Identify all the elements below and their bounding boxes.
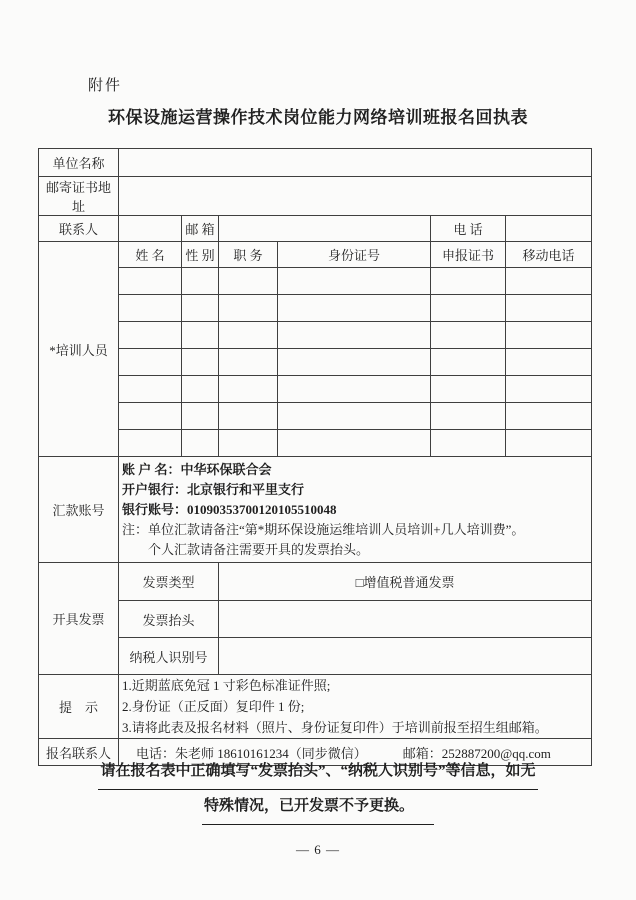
trainee-cell — [278, 376, 431, 403]
page-number: — 6 — — [296, 842, 340, 857]
trainee-cell — [431, 376, 506, 403]
trainee-cell — [219, 349, 278, 376]
registration-form-table — [38, 148, 592, 766]
trainee-header-row — [39, 242, 592, 268]
col-mobile: 移动电话 — [506, 242, 592, 268]
invoice-type-row — [39, 563, 592, 601]
trainee-cell — [182, 376, 219, 403]
trainee-cell — [119, 376, 182, 403]
trainee-cell — [278, 349, 431, 376]
trainee-cell — [506, 295, 592, 322]
trainee-cell — [506, 349, 592, 376]
tip-item-3: 3.请将此表及报名材料（照片、身份证复印件）于培训前报至招生组邮箱。 — [122, 720, 548, 735]
tip-item-2: 2.身份证（正反面）复印件 1 份; — [122, 699, 305, 714]
trainee-cell — [182, 322, 219, 349]
remittance-account-no: 银行账号：01090353700120105510048 — [122, 501, 337, 517]
trainee-cell — [431, 403, 506, 430]
trainee-empty-row — [39, 295, 592, 322]
trainee-cell — [506, 403, 592, 430]
trainee-cell — [506, 430, 592, 457]
trainees-label: *培训人员 — [39, 242, 119, 457]
contact-email-value — [219, 216, 431, 242]
attachment-label: 附件 — [88, 78, 123, 94]
footer-note-line2 — [0, 790, 636, 825]
trainee-cell — [278, 295, 431, 322]
invoice-label: 开具发票 — [39, 563, 119, 675]
registration-contact-phone: 电话：朱老师 18610161234（同步微信） — [136, 745, 367, 761]
trainee-cell — [219, 430, 278, 457]
trainee-cell — [431, 295, 506, 322]
trainee-cell — [431, 349, 506, 376]
taxpayer-id-label: 纳税人识别号 — [119, 638, 219, 675]
invoice-title-value — [219, 601, 592, 638]
trainee-cell — [119, 322, 182, 349]
contact-row — [39, 216, 592, 242]
col-certificate: 申报证书 — [431, 242, 506, 268]
trainee-cell — [119, 403, 182, 430]
footer-note — [0, 755, 636, 825]
remittance-row — [39, 457, 592, 563]
trainee-cell — [219, 376, 278, 403]
trainee-cell — [119, 430, 182, 457]
trainee-cell — [182, 268, 219, 295]
invoice-title-row — [39, 601, 592, 638]
trainee-cell — [431, 322, 506, 349]
mail-address-row — [39, 177, 592, 216]
trainee-cell — [119, 268, 182, 295]
trainee-cell — [506, 376, 592, 403]
trainee-cell — [278, 430, 431, 457]
trainee-cell — [506, 322, 592, 349]
col-id-number: 身份证号 — [278, 242, 431, 268]
remittance-note-1: 注：单位汇款请备注“第*期环保设施运维培训人员培训+几人培训费”。 — [122, 521, 525, 537]
unit-name-row — [39, 149, 592, 177]
tips-content — [119, 675, 592, 739]
trainee-empty-row — [39, 268, 592, 295]
mail-address-label: 邮寄证书地址 — [39, 177, 119, 216]
trainee-cell — [182, 403, 219, 430]
trainee-cell — [506, 268, 592, 295]
tips-row — [39, 675, 592, 739]
tips-label: 提 示 — [39, 675, 119, 739]
remittance-bank: 开户银行：北京银行和平里支行 — [122, 481, 305, 497]
remittance-label: 汇款账号 — [39, 457, 119, 563]
trainee-cell — [278, 403, 431, 430]
col-gender: 性 别 — [182, 242, 219, 268]
invoice-title-label: 发票抬头 — [119, 601, 219, 638]
col-position: 职 务 — [219, 242, 278, 268]
trainee-cell — [119, 349, 182, 376]
footer-note-text2: 特殊情况，已开发票不予更换。 — [202, 790, 434, 825]
trainee-cell — [431, 268, 506, 295]
trainee-cell — [182, 349, 219, 376]
remittance-note-2: 个人汇款请备注需要开具的发票抬头。 — [148, 541, 370, 557]
remittance-content — [119, 457, 592, 563]
contact-phone-label: 电 话 — [431, 216, 506, 242]
unit-name-label: 单位名称 — [39, 149, 119, 177]
trainee-cell — [219, 295, 278, 322]
trainee-empty-row — [39, 376, 592, 403]
trainee-empty-row — [39, 430, 592, 457]
contact-email-label: 邮 箱 — [182, 216, 219, 242]
contact-label: 联系人 — [39, 216, 119, 242]
taxpayer-id-row — [39, 638, 592, 675]
trainee-cell — [119, 295, 182, 322]
footer-note-line1 — [0, 755, 636, 790]
trainee-cell — [278, 268, 431, 295]
trainee-cell — [219, 322, 278, 349]
form-body — [39, 149, 592, 766]
trainee-empty-row — [39, 403, 592, 430]
trainee-cell — [278, 322, 431, 349]
page-title: 环保设施运营操作技术岗位能力网络培训班报名回执表 — [108, 108, 528, 127]
invoice-type-label: 发票类型 — [119, 563, 219, 601]
registration-contact-email: 邮箱：252887200@qq.com — [402, 745, 551, 761]
trainee-cell — [219, 403, 278, 430]
trainee-cell — [182, 430, 219, 457]
unit-name-value — [119, 149, 592, 177]
trainee-cell — [182, 295, 219, 322]
remittance-account-name: 账 户 名：中华环保联合会 — [122, 461, 272, 477]
trainee-cell — [431, 430, 506, 457]
col-name: 姓 名 — [119, 242, 182, 268]
tip-item-1: 1.近期蓝底免冠 1 寸彩色标准证件照; — [122, 678, 331, 693]
mail-address-value — [119, 177, 592, 216]
trainee-empty-row — [39, 322, 592, 349]
invoice-type-value: □增值税普通发票 — [219, 563, 592, 601]
contact-phone-value — [506, 216, 592, 242]
contact-value — [119, 216, 182, 242]
trainee-empty-row — [39, 349, 592, 376]
taxpayer-id-value — [219, 638, 592, 675]
registration-contact-label: 报名联系人 — [39, 739, 119, 766]
footer-note-text1: 请在报名表中正确填写“发票抬头”、“纳税人识别号”等信息，如无 — [98, 755, 537, 790]
trainee-cell — [219, 268, 278, 295]
